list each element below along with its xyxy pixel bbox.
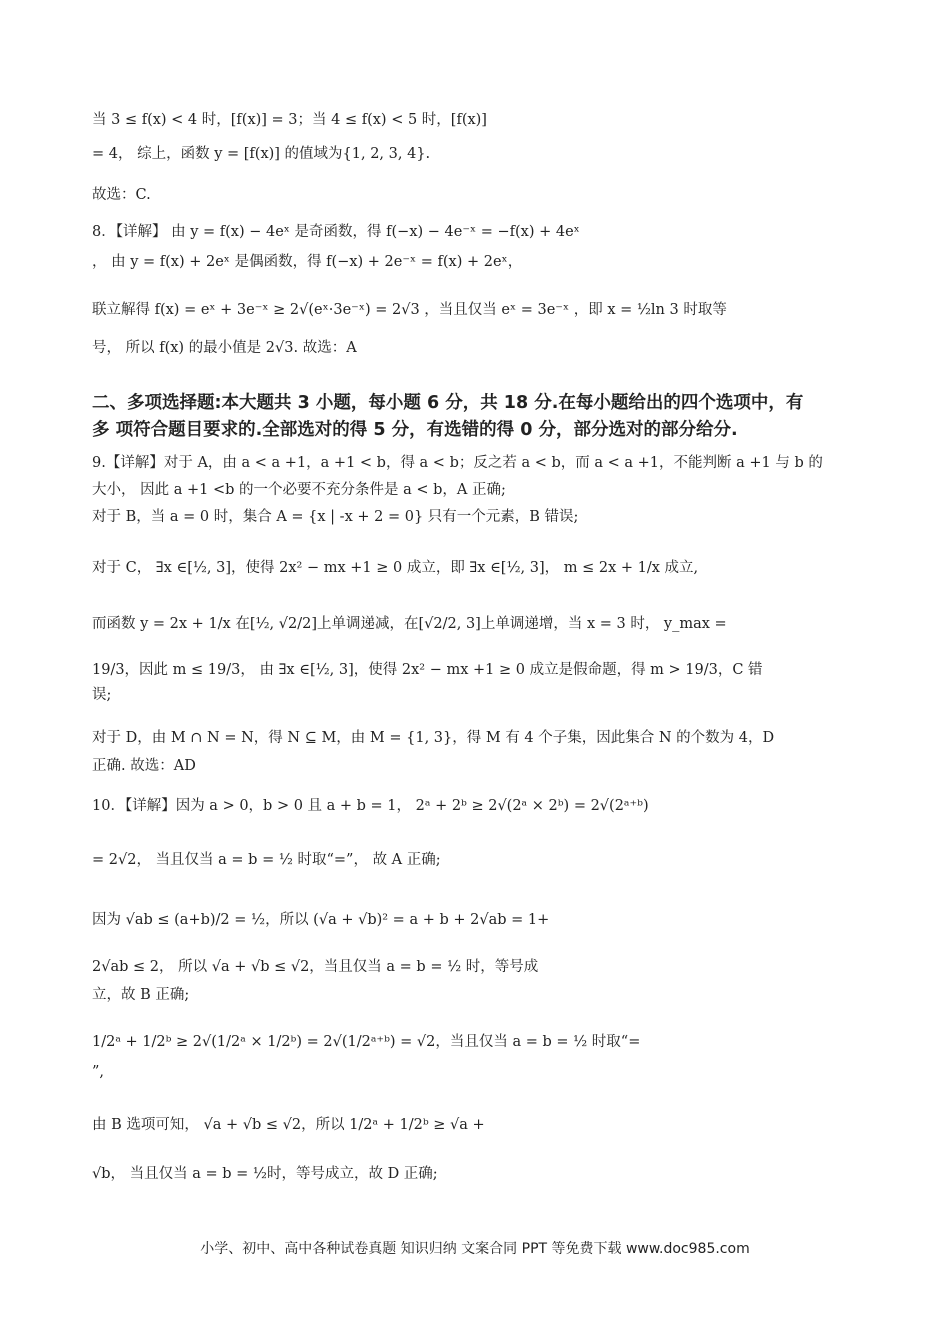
text-line: 立，故 B 正确; xyxy=(92,987,190,1003)
text-line: 10．【详解】因为 a > 0，b > 0 且 a + b = 1， 2ᵃ + 2ᵇ ≥ 2√(2ᵃ × 2ᵇ) = 2√(2ᵃ⁺ᵇ) xyxy=(92,798,649,814)
text-line: 联立解得 f(x) = eˣ + 3e⁻ˣ ≥ 2√(eˣ·3e⁻ˣ) = 2√3 ，当且仅当 eˣ = 3e⁻ˣ ，即 x = ½ln 3 时取等 xyxy=(92,302,727,318)
text-line: 9.【详解】对于 A，由 a < a +1，a +1 < b，得 a < b；反之若 a < b，而 a < a +1，不能判断 a +1 与 b 的 xyxy=(92,455,823,471)
section-heading: 二、多项选择题:本大题共 3 小题，每小题 6 分，共 18 分.在每小题给出的四个选项中，有 xyxy=(92,393,804,413)
text-line: 号， 所以 f(x) 的最小值是 2√3. 故选：A xyxy=(92,340,357,356)
text-line: 对于 D，由 M ∩ N = N，得 N ⊆ M，由 M = {1, 3}，得 M 有 4 个子集，因此集合 N 的个数为 4，D xyxy=(92,730,775,746)
text-line: ， 由 y = f(x) + 2eˣ 是偶函数，得 f(−x) + 2e⁻ˣ = f(x) + 2eˣ， xyxy=(92,254,523,270)
text-line: 1/2ᵃ + 1/2ᵇ ≥ 2√(1/2ᵃ × 1/2ᵇ) = 2√(1/2ᵃ⁺ᵇ) = √2，当且仅当 a = b = ½ 时取“= xyxy=(92,1034,641,1050)
text-line: 2√ab ≤ 2， 所以 √a + √b ≤ √2，当且仅当 a = b = ½ 时，等号成 xyxy=(92,959,539,975)
text-line: 对于 B，当 a = 0 时，集合 A = {x | -x + 2 = 0} 只有一个元素，B 错误; xyxy=(92,509,579,525)
text-line: = 2√2， 当且仅当 a = b = ½ 时取“=”， 故 A 正确; xyxy=(92,852,441,868)
text-line: 因为 √ab ≤ (a+b)/2 = ½，所以 (√a + √b)² = a + b + 2√ab = 1+ xyxy=(92,912,550,928)
text-line: 当 3 ≤ f(x) < 4 时，[f(x)] = 3；当 4 ≤ f(x) < 5 时，[f(x)] xyxy=(92,112,487,128)
section-heading: 多 项符合题目要求的.全部选对的得 5 分，有选错的得 0 分，部分选对的部分给分. xyxy=(92,420,738,440)
text-line: 误; xyxy=(92,687,112,703)
text-line: ”, xyxy=(92,1064,105,1080)
text-line: 故选：C. xyxy=(92,187,151,203)
text-line: 由 B 选项可知， √a + √b ≤ √2，所以 1/2ᵃ + 1/2ᵇ ≥ √a + xyxy=(92,1117,485,1133)
text-line: = 4， 综上，函数 y = [f(x)] 的值域为{1, 2, 3, 4}. xyxy=(92,146,431,162)
text-line: 对于 C， ∃x ∈[½, 3]，使得 2x² − mx +1 ≥ 0 成立，即 ∃x ∈[½, 3]， m ≤ 2x + 1/x 成立, xyxy=(92,560,699,576)
text-line: 8．【详解】 由 y = f(x) − 4eˣ 是奇函数，得 f(−x) − 4e⁻ˣ = −f(x) + 4eˣ xyxy=(92,224,580,240)
footer-text[interactable]: 小学、初中、高中各种试卷真题 知识归纳 文案合同 PPT 等免费下载 www.doc985.com xyxy=(200,1241,750,1257)
text-line: 正确. 故选：AD xyxy=(92,758,196,774)
text-line: √b， 当且仅当 a = b = ½时，等号成立，故 D 正确; xyxy=(92,1166,438,1182)
text-line: 19/3，因此 m ≤ 19/3， 由 ∃x ∈[½, 3]，使得 2x² − mx +1 ≥ 0 成立是假命题，得 m > 19/3，C 错 xyxy=(92,662,763,678)
text-line: 大小， 因此 a +1 <b 的一个必要不充分条件是 a < b，A 正确; xyxy=(92,482,506,498)
text-line: 而函数 y = 2x + 1/x 在[½, √2/2]上单调递减，在[√2/2, 3]上单调递增，当 x = 3 时， y_max = xyxy=(92,616,727,632)
